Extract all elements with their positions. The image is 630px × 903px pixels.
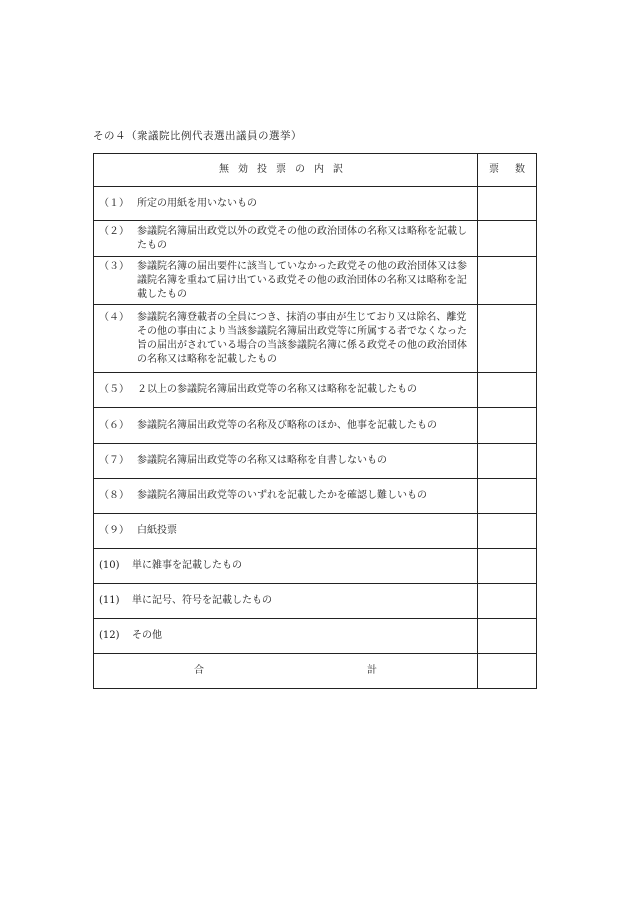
vote-count-header: [478, 154, 537, 187]
item-number: （９）: [99, 525, 129, 536]
item-text: 単に雑事を記載したもの: [132, 560, 242, 571]
vote-count-cell[interactable]: [478, 305, 537, 373]
vote-count-cell[interactable]: [478, 444, 537, 479]
item-number: （５）: [99, 384, 129, 395]
total-row: [94, 654, 537, 689]
contents-header: [94, 154, 478, 187]
vote-count-cell[interactable]: [478, 619, 537, 654]
vote-count-cell[interactable]: [478, 514, 537, 549]
contents-header-label: 無効投票の内訳: [219, 164, 352, 175]
item-text: 所定の用紙を用いないもの: [137, 197, 257, 209]
total-label-char2: 計: [367, 665, 377, 676]
table-row: [94, 479, 537, 514]
table-row: [94, 408, 537, 444]
vote-count-cell[interactable]: [478, 479, 537, 514]
table-row: [94, 444, 537, 479]
item-text: 参議院名簿届出政党等のいずれを記載したかを確認し難しいもの: [137, 490, 427, 501]
table-row: [94, 373, 537, 408]
vote-count-cell[interactable]: [478, 584, 537, 619]
item-text: 参議院名簿届出政党以外の政党その他の政治団体の名称又は略称を記載したもの: [137, 225, 467, 251]
vote-count-cell[interactable]: [478, 549, 537, 584]
total-label: [94, 654, 478, 689]
table-row: [94, 257, 537, 305]
total-label-char1: 合: [194, 665, 204, 676]
table-row: [94, 305, 537, 373]
item-text: その他: [132, 630, 162, 641]
item-number: （３）: [99, 260, 129, 272]
vote-count-cell[interactable]: [478, 221, 537, 257]
table-row: [94, 619, 537, 654]
table-row: [94, 549, 537, 584]
table-row: [94, 514, 537, 549]
item-number: （４）: [99, 311, 129, 323]
vote-count-cell[interactable]: [478, 373, 537, 408]
item-text: 白紙投票: [137, 525, 177, 536]
item-text: 参議院名簿の届出要件に該当していなかった政党その他の政治団体又は参議院名簿を重ねて届け出ている政党その他の政治団体の名称又は略称を記載したもの: [137, 260, 467, 300]
item-text: 参議院名簿登載者の全員につき、抹消の事由が生じており又は除名、離党その他の事由により当該参議院名簿届出政党等に所属する者でなくなった旨の届出がされている場合の当該参議院名簿に係る政党その他の政治団体の名称又は略称を記載したもの: [137, 311, 467, 365]
table-row: [94, 221, 537, 257]
invalid-votes-table: [93, 153, 537, 689]
total-vote-count-cell[interactable]: [478, 654, 537, 689]
item-number: （８）: [99, 490, 129, 501]
item-number: （２）: [99, 225, 129, 237]
form-caption: その４（衆議院比例代表選出議員の選挙）: [93, 130, 302, 142]
item-number: (12): [99, 630, 120, 641]
item-number: （７）: [99, 455, 129, 466]
item-text: ２以上の参議院名簿届出政党等の名称又は略称を記載したもの: [137, 384, 417, 395]
table-header-row: [94, 154, 537, 187]
item-text: 参議院名簿届出政党等の名称又は略称を自書しないもの: [137, 455, 387, 466]
table-row: [94, 584, 537, 619]
item-number: (11): [99, 595, 120, 606]
item-text: 参議院名簿届出政党等の名称及び略称のほか、他事を記載したもの: [137, 419, 437, 431]
table-row: [94, 187, 537, 221]
item-text: 単に記号、符号を記載したもの: [132, 595, 272, 606]
vote-count-cell[interactable]: [478, 187, 537, 221]
vote-count-header-char1: 票: [489, 164, 499, 175]
vote-count-cell[interactable]: [478, 257, 537, 305]
item-number: （１）: [99, 197, 129, 209]
vote-count-header-char2: 数: [515, 164, 525, 175]
vote-count-cell[interactable]: [478, 408, 537, 444]
item-number: (10): [99, 560, 120, 571]
item-number: （６）: [99, 419, 129, 431]
